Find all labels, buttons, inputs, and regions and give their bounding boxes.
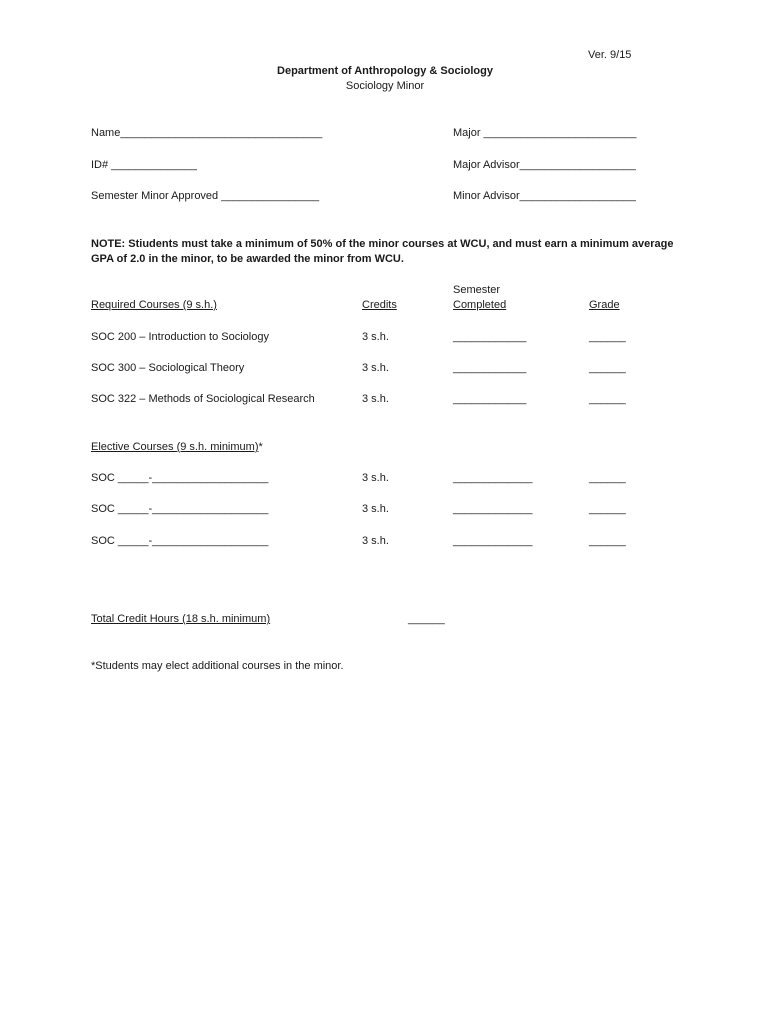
version-label: Ver. 9/15 bbox=[588, 49, 632, 61]
minor-advisor-field[interactable]: Minor Advisor___________________ bbox=[453, 190, 636, 202]
required-course-credits: 3 s.h. bbox=[362, 331, 389, 343]
name-field[interactable]: Name_________________________________ bbox=[91, 127, 323, 139]
grade-blank[interactable]: ______ bbox=[589, 331, 626, 343]
department-title: Department of Anthropology & Sociology bbox=[277, 65, 493, 77]
elective-course-credits: 3 s.h. bbox=[362, 535, 389, 547]
semester-approved-field[interactable]: Semester Minor Approved ________________ bbox=[91, 190, 320, 202]
major-field[interactable]: Major _________________________ bbox=[453, 127, 637, 139]
semester-completed-blank[interactable]: _____________ bbox=[453, 535, 533, 547]
semester-header-bottom: Completed bbox=[453, 299, 507, 311]
elective-asterisk: * bbox=[258, 441, 263, 453]
elective-courses-label: Elective Courses (9 s.h. minimum) bbox=[91, 441, 259, 453]
footnote: *Students may elect additional courses in the minor. bbox=[91, 660, 344, 672]
elective-course-blank[interactable]: SOC _____-___________________ bbox=[91, 472, 269, 484]
semester-header-top: Semester bbox=[453, 284, 501, 296]
grade-blank[interactable]: ______ bbox=[589, 362, 626, 374]
elective-course-credits: 3 s.h. bbox=[362, 472, 389, 484]
elective-course-credits: 3 s.h. bbox=[362, 503, 389, 515]
requirements-note: NOTE: Stiudents must take a minimum of 50% of the minor courses at WCU, and must earn a minimum average GPA of 2.0 in the minor, to be awarded the minor from WCU. bbox=[91, 238, 674, 265]
required-course-credits: 3 s.h. bbox=[362, 362, 389, 374]
program-title: Sociology Minor bbox=[345, 80, 425, 92]
grade-blank[interactable]: ______ bbox=[589, 472, 626, 484]
semester-completed-blank[interactable]: ____________ bbox=[453, 331, 527, 343]
required-courses-header: Required Courses (9 s.h.) bbox=[91, 299, 217, 311]
id-field[interactable]: ID# ______________ bbox=[91, 159, 197, 171]
elective-courses-header bbox=[91, 440, 263, 454]
required-course-credits: 3 s.h. bbox=[362, 393, 389, 405]
semester-completed-blank[interactable]: _____________ bbox=[453, 503, 533, 515]
major-advisor-field[interactable]: Major Advisor___________________ bbox=[453, 159, 636, 171]
semester-completed-blank[interactable]: ____________ bbox=[453, 362, 527, 374]
grade-blank[interactable]: ______ bbox=[589, 503, 626, 515]
total-credit-hours-blank[interactable]: ______ bbox=[408, 613, 445, 625]
elective-course-blank[interactable]: SOC _____-___________________ bbox=[91, 535, 269, 547]
semester-completed-blank[interactable]: _____________ bbox=[453, 472, 533, 484]
total-credit-hours-label: Total Credit Hours (18 s.h. minimum) bbox=[91, 613, 271, 625]
grade-blank[interactable]: ______ bbox=[589, 535, 626, 547]
elective-course-blank[interactable]: SOC _____-___________________ bbox=[91, 503, 269, 515]
required-course-name: SOC 322 – Methods of Sociological Research bbox=[91, 393, 315, 405]
semester-completed-blank[interactable]: ____________ bbox=[453, 393, 527, 405]
credits-header: Credits bbox=[362, 299, 397, 311]
grade-blank[interactable]: ______ bbox=[589, 393, 626, 405]
grade-header: Grade bbox=[589, 299, 620, 311]
required-course-name: SOC 300 – Sociological Theory bbox=[91, 362, 245, 374]
required-course-name: SOC 200 – Introduction to Sociology bbox=[91, 331, 269, 343]
